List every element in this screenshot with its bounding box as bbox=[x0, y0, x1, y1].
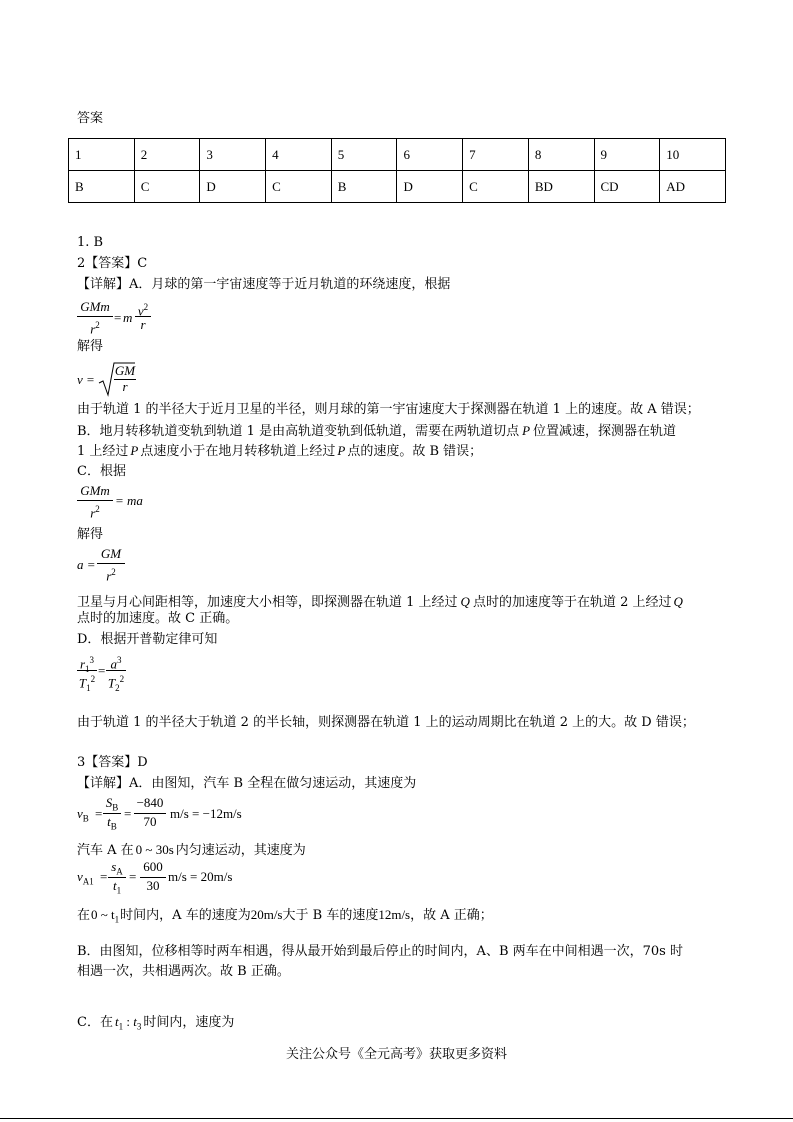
q1-answer: 1. B bbox=[77, 235, 104, 250]
formula-text: v bbox=[77, 806, 83, 821]
formula-text: r bbox=[90, 321, 96, 337]
formula-text: r bbox=[79, 656, 86, 672]
formula-text: P bbox=[337, 443, 346, 458]
q3-line bbox=[77, 842, 306, 859]
formula-text: v = bbox=[77, 372, 95, 387]
formula-text: t bbox=[112, 878, 117, 893]
formula-text: r bbox=[122, 379, 128, 394]
q3-line: 【详解】A．由图知，汽车 B 全程在做匀速运动，其速度为 bbox=[77, 776, 417, 791]
formula-text: t bbox=[107, 814, 111, 829]
table-cell: CD bbox=[594, 171, 660, 203]
table-cell: 1 bbox=[69, 139, 135, 171]
table-cell: BD bbox=[528, 171, 594, 203]
text-span: 1 上经过 bbox=[77, 444, 129, 459]
table-cell: D bbox=[397, 171, 463, 203]
q2-line bbox=[77, 423, 676, 440]
table-cell: 6 bbox=[397, 139, 463, 171]
answer-table-number-row bbox=[69, 139, 726, 171]
formula-text: = bbox=[129, 869, 137, 884]
formula-text: Q bbox=[673, 594, 683, 609]
formula-text: a = bbox=[77, 557, 96, 572]
page-footer: 关注公众号《全元高考》获取更多资料 bbox=[285, 1047, 507, 1062]
formula-text: r bbox=[140, 317, 146, 332]
answer-table bbox=[68, 138, 726, 203]
table-cell: AD bbox=[660, 171, 726, 203]
text-span: 点速度小于在地月转移轨道上经过 bbox=[140, 444, 336, 459]
table-cell: C bbox=[463, 171, 529, 203]
text-span: 时间内，速度为 bbox=[143, 1015, 235, 1030]
formula-text: −840 bbox=[136, 795, 164, 810]
formula-text: 12m/s bbox=[378, 907, 411, 922]
formula-text: 70 bbox=[143, 814, 157, 829]
q3-line: C．在 $t_1$ : $t_3$ 时间内，速度为 bbox=[77, 1014, 235, 1032]
formula-text: = bbox=[100, 869, 108, 884]
formula-text: = bbox=[114, 310, 122, 325]
bottom-divider bbox=[0, 1118, 793, 1119]
text-span: 位置减速，探测器在轨道 bbox=[533, 424, 677, 439]
table-cell: B bbox=[331, 171, 397, 203]
table-cell: D bbox=[200, 171, 266, 203]
text-span: B．地月转移轨道变轨到轨道 1 是由高轨道变轨到低轨道，需要在两轨道切点 bbox=[77, 424, 520, 439]
formula-text: r bbox=[106, 568, 112, 584]
table-cell: 7 bbox=[463, 139, 529, 171]
formula-text: GM bbox=[100, 546, 122, 561]
table-cell: C bbox=[266, 171, 332, 203]
text-span: 汽车 A 在 bbox=[77, 843, 134, 858]
table-cell: 9 bbox=[594, 139, 660, 171]
formula-text: = bbox=[98, 663, 106, 678]
q3-title: 3【答案】D bbox=[77, 755, 148, 770]
q2-line bbox=[77, 594, 683, 611]
formula-text: = bbox=[95, 806, 103, 821]
text-span: C．在 bbox=[77, 1015, 113, 1030]
text-span: 在 bbox=[77, 908, 91, 923]
q2-line: C．根据 bbox=[77, 464, 126, 479]
q2-line: D．根据开普勒定律可知 bbox=[77, 632, 218, 647]
q2-line: 点时的加速度。故 C 正确。 bbox=[77, 611, 239, 626]
formula-text: t bbox=[114, 1014, 119, 1029]
q2-line: 【详解】A．月球的第一宇宙速度等于近月轨道的环绕速度，根据 bbox=[77, 277, 451, 292]
q2-line: 解得 bbox=[77, 339, 104, 354]
formula-text: = bbox=[124, 806, 132, 821]
formula-text: m/s = 20m/s bbox=[168, 869, 233, 884]
formula-text: S bbox=[105, 795, 113, 810]
table-cell: 4 bbox=[266, 139, 332, 171]
formula-text: 30 bbox=[146, 878, 160, 893]
formula-text: P bbox=[130, 443, 139, 458]
q2-line bbox=[77, 443, 482, 460]
formula-text: T bbox=[107, 675, 116, 691]
table-cell: 3 bbox=[200, 139, 266, 171]
text-span: 点的速度。故 B 错误； bbox=[347, 444, 483, 459]
table-cell: 10 bbox=[660, 139, 726, 171]
text-span: 卫星与月心间距相等，加速度大小相等，即探测器在轨道 1 上经过 bbox=[77, 595, 458, 610]
q2-line: 由于轨道 1 的半径大于轨道 2 的半长轴，则探测器在轨道 1 上的运动周期比在轨道 2 上的大。故 D 错误； bbox=[77, 715, 695, 730]
q2-line: 由于轨道 1 的半径大于近月卫星的半径，则月球的第一宇宙速度大于探测器在轨道 1 上的速度。故 A 错误； bbox=[77, 402, 700, 417]
formula-text: a bbox=[110, 656, 117, 672]
formula-text: = ma bbox=[115, 493, 143, 508]
formula-text: Q bbox=[460, 594, 470, 609]
formula-text: 20m/s bbox=[250, 907, 283, 922]
text-span: ，故 A 正确； bbox=[410, 908, 493, 923]
text-span: 时间内，A 车的速度为 bbox=[120, 908, 251, 923]
text-span: 大于 B 车的速度 bbox=[282, 908, 379, 923]
answer-heading: 答案 bbox=[77, 111, 104, 126]
q3-line: 相遇一次，共相遇两次。故 B 正确。 bbox=[77, 964, 290, 979]
formula-text: 0 ~ 30s bbox=[135, 842, 174, 857]
formula-text: s bbox=[111, 859, 117, 874]
q2-title: 2【答案】C bbox=[77, 256, 148, 271]
table-cell: C bbox=[134, 171, 200, 203]
q3-line: 在0 ~ $t_1$时间内，A 车的速度为20m/s大于 B 车的速度12m/s，故 A 正确； bbox=[77, 907, 493, 925]
text-span: 内匀速运动，其速度为 bbox=[175, 843, 306, 858]
table-cell: B bbox=[69, 171, 135, 203]
table-cell: 5 bbox=[331, 139, 397, 171]
table-cell: 2 bbox=[134, 139, 200, 171]
formula-text: m/s = −12m/s bbox=[170, 806, 242, 821]
formula-text: v bbox=[137, 303, 144, 319]
formula-text: 600 bbox=[143, 859, 163, 874]
formula-text: P bbox=[522, 423, 531, 438]
formula-text: T bbox=[78, 675, 87, 691]
formula-text: 0 ~ t bbox=[91, 907, 115, 922]
formula-text: r bbox=[90, 505, 96, 521]
table-cell: 8 bbox=[528, 139, 594, 171]
answer-table-answer-row bbox=[69, 171, 726, 203]
formula-text: GM bbox=[114, 363, 136, 378]
formula-text: GMm bbox=[80, 299, 110, 314]
formula-text: GMm bbox=[80, 483, 110, 498]
formula-text: v bbox=[77, 869, 83, 884]
formula-text: m bbox=[123, 310, 133, 325]
q2-line: 解得 bbox=[77, 527, 104, 542]
q3-line: B．由图知，位移相等时两车相遇，得从最开始到最后停止的时间内，A、B 两车在中间相遇一次，70s 时 bbox=[77, 944, 683, 959]
formula-text: t bbox=[133, 1014, 137, 1029]
text-span: 点时的加速度等于在轨道 2 上经过 bbox=[472, 595, 672, 610]
